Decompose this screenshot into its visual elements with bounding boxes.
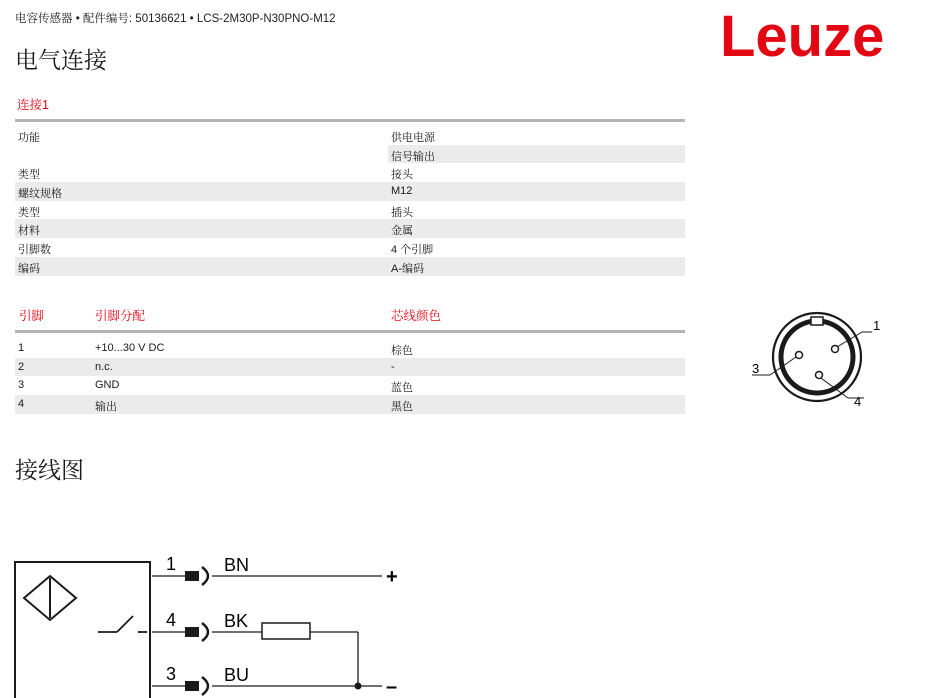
pin-color: 棕色 [391, 345, 413, 357]
pin-color: 黑色 [391, 401, 413, 414]
pin-assignment: +10...30 V DC [95, 342, 165, 354]
table-row [15, 126, 685, 145]
breadcrumb: 电容传感器 • 配件编号: 50136621 • LCS-2M30P-N30PNO-M12 [15, 13, 336, 25]
row-value: 4 个引脚 [391, 244, 434, 257]
connector-label-1: 1 [873, 318, 881, 333]
pin-number: 3 [18, 379, 25, 392]
pin-assignment: GND [95, 379, 120, 392]
table-row [15, 145, 685, 164]
table-row [15, 182, 685, 201]
wire-pin-3: 3 [166, 664, 177, 684]
pin-number: 2 [18, 360, 25, 373]
table-row [15, 219, 685, 238]
row-label: 材料 [18, 225, 40, 238]
row-value: 接头 [391, 169, 413, 182]
table-row [15, 358, 685, 377]
pin-header-color: 芯线颜色 [391, 309, 442, 323]
pin-color: - [391, 360, 395, 373]
connector-label-4: 4 [854, 394, 862, 409]
wire-pin-4: 4 [166, 610, 177, 630]
pin-header-assignment: 引脚分配 [95, 309, 146, 323]
row-label: 类型 [18, 206, 40, 219]
load-resistor [262, 623, 310, 639]
section-title-wiring: 接线图 [15, 457, 84, 483]
table-row [15, 395, 685, 414]
table-rule [15, 119, 685, 122]
table-row [15, 201, 685, 220]
wire-label-bk: BK [224, 611, 249, 631]
section-title-electrical: 电气连接 [15, 47, 107, 73]
connection-table [15, 126, 685, 276]
table-row [15, 238, 685, 257]
terminal-plus: + [386, 566, 398, 588]
terminal-minus: – [386, 676, 398, 698]
pin-assignment: n.c. [95, 360, 113, 373]
row-value: 金属 [391, 225, 413, 238]
row-value: 供电电源 [391, 132, 435, 144]
table-rule [15, 330, 685, 333]
connector-pin-diagram [740, 305, 900, 415]
pin-assignment: 输出 [95, 401, 117, 414]
wire-label-bu: BU [224, 665, 250, 685]
row-label: 编码 [18, 262, 40, 275]
wire-label-bn: BN [224, 555, 250, 575]
pin-table [15, 339, 685, 414]
pin-number: 1 [18, 342, 25, 354]
pin-number: 4 [18, 398, 25, 411]
row-value: 插头 [391, 206, 413, 219]
table-row [15, 257, 685, 276]
row-label: 引脚数 [18, 244, 51, 257]
pin-header-pin: 引脚 [19, 309, 45, 323]
row-label: 功能 [18, 132, 40, 144]
row-label: 类型 [18, 169, 40, 182]
row-value: 信号输出 [391, 150, 435, 163]
connection-title: 连接1 [17, 98, 49, 112]
wire-pin-1: 1 [166, 554, 177, 574]
row-label: 螺纹规格 [18, 188, 62, 201]
connector-label-3: 3 [752, 361, 760, 376]
table-row [15, 339, 685, 358]
table-row [15, 163, 685, 182]
table-row [15, 376, 685, 395]
sensor-box [15, 562, 150, 698]
leuze-logo: Leuze [720, 4, 885, 69]
row-value: A-编码 [391, 262, 424, 275]
pin-color: 蓝色 [391, 382, 413, 395]
wiring-diagram [0, 540, 430, 698]
row-value: M12 [391, 185, 413, 198]
